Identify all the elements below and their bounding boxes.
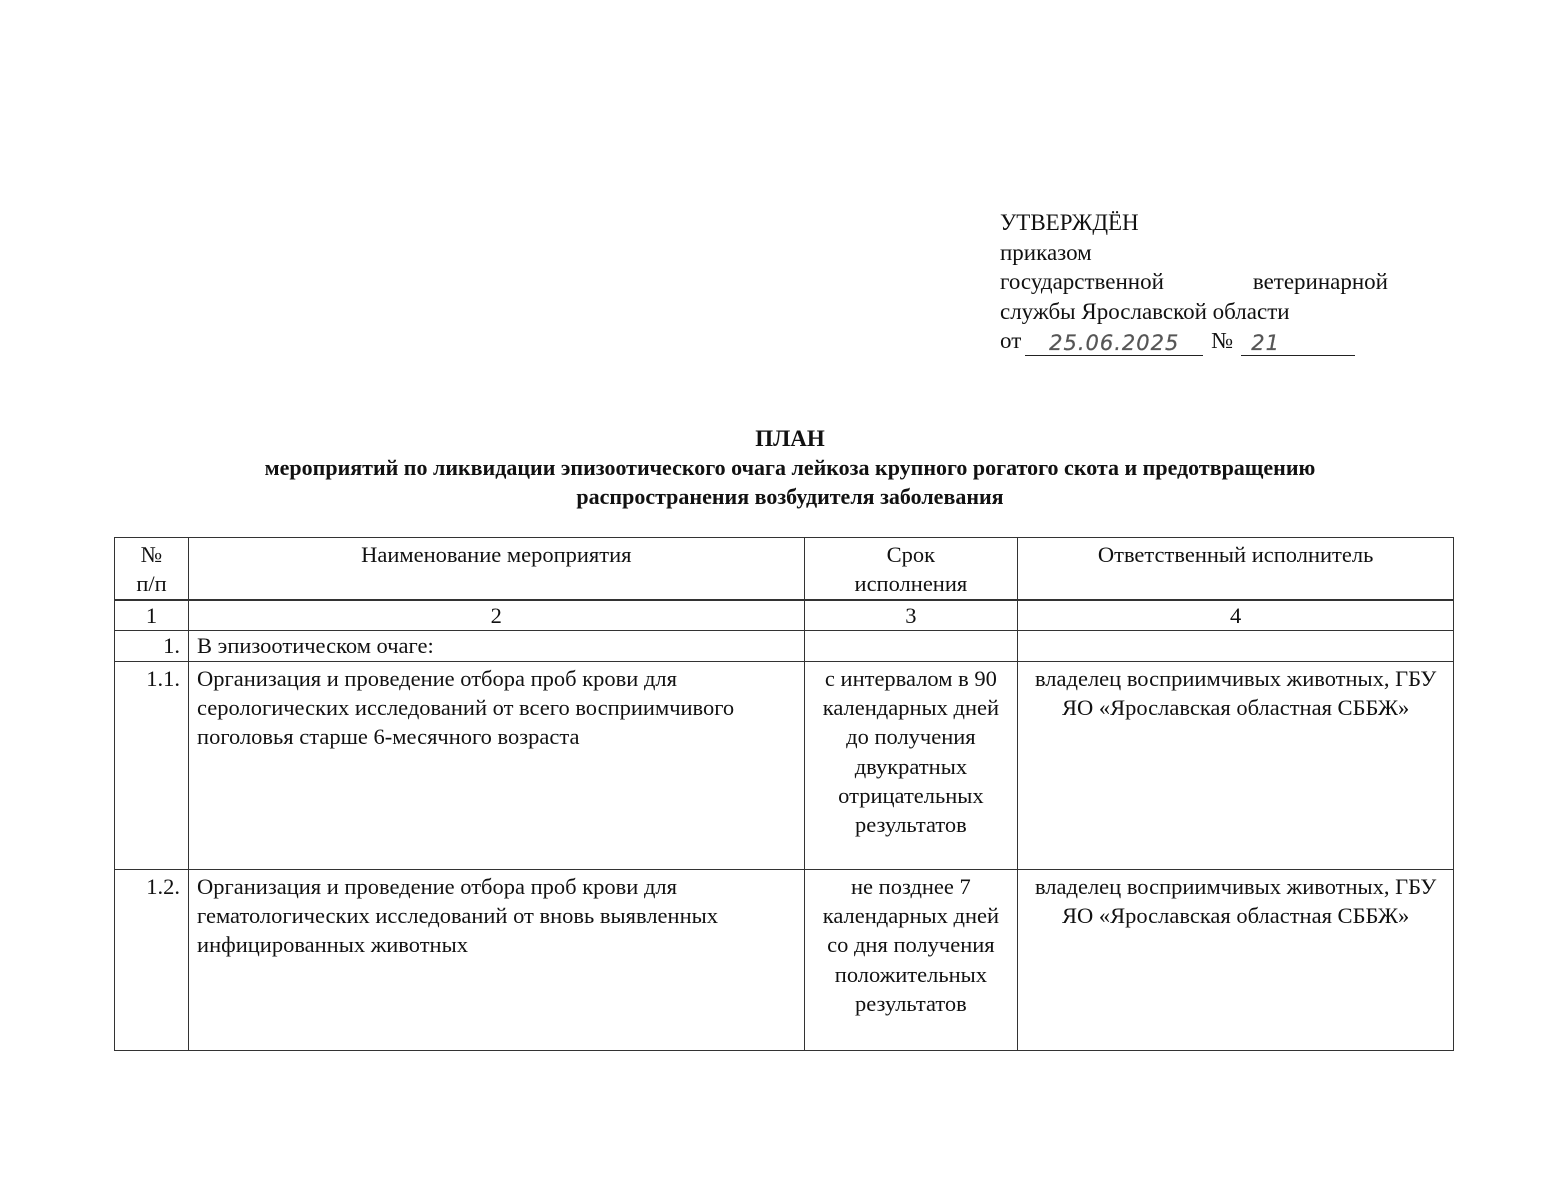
column-number: 1	[115, 600, 189, 630]
approval-order-label: приказом	[1000, 239, 1092, 265]
row-name: Организация и проведение отбора проб крови для серологических исследований от всего восприимчивого поголовья старше 6-месячного возраста	[189, 661, 805, 869]
column-number: 2	[189, 600, 805, 630]
approval-date-line	[1000, 326, 1388, 356]
header-term	[804, 538, 1018, 600]
row-name: Организация и проведение отбора проб крови для гематологических исследований от вновь выявленных инфицированных животных	[189, 869, 805, 1050]
table-row	[115, 869, 1454, 1050]
row-term: не позднее 7 календарных дней со дня получения положительных результатов	[804, 869, 1018, 1050]
document-title: ПЛАН	[755, 426, 825, 451]
column-number: 4	[1018, 600, 1454, 630]
date-prefix: от	[1000, 328, 1022, 353]
section-num: 1.	[115, 630, 189, 661]
handwritten-order-number: 21	[1241, 331, 1355, 356]
table-row-section	[115, 630, 1454, 661]
row-num: 1.2.	[115, 869, 189, 1050]
approval-authority-region: службы Ярославской области	[1000, 298, 1290, 324]
approval-stamp	[1000, 208, 1388, 356]
header-term-line2: исполнения	[854, 571, 968, 597]
approval-title: УТВЕРЖДЁН	[1000, 210, 1139, 235]
section-responsible	[1018, 630, 1454, 661]
document-heading	[160, 424, 1420, 511]
number-sign: №	[1211, 328, 1234, 353]
header-num	[115, 538, 189, 600]
row-term: с интервалом в 90 календарных дней до получения двукратных отрицательных результатов	[804, 661, 1018, 869]
approval-authority-right: ветеринарной	[1252, 269, 1388, 294]
row-num: 1.1.	[115, 661, 189, 869]
document-subtitle-line2: распространения возбудителя заболевания	[576, 484, 1004, 509]
table-row	[115, 661, 1454, 869]
table-header-row	[115, 538, 1454, 600]
approval-authority-left: государственной	[1000, 269, 1164, 294]
header-num-line2: п/п	[136, 571, 167, 597]
handwritten-date: 25.06.2025	[1025, 331, 1203, 356]
header-num-line1: №	[140, 542, 163, 567]
document-subtitle-line1: мероприятий по ликвидации эпизоотического очага лейкоза крупного рогатого скота и предотвращению	[264, 455, 1316, 480]
section-name: В эпизоотическом очаге:	[189, 630, 805, 661]
header-term-line1: Срок	[886, 542, 936, 567]
row-responsible: владелец восприимчивых животных, ГБУ ЯО «Ярославская областная СББЖ»	[1018, 661, 1454, 869]
row-responsible: владелец восприимчивых животных, ГБУ ЯО «Ярославская областная СББЖ»	[1018, 869, 1454, 1050]
section-term	[804, 630, 1018, 661]
approval-authority-line	[1000, 267, 1388, 297]
column-number-row	[115, 600, 1454, 630]
header-responsible: Ответственный исполнитель	[1018, 538, 1454, 600]
plan-table	[114, 537, 1454, 1051]
column-number: 3	[804, 600, 1018, 630]
header-name: Наименование мероприятия	[189, 538, 805, 600]
